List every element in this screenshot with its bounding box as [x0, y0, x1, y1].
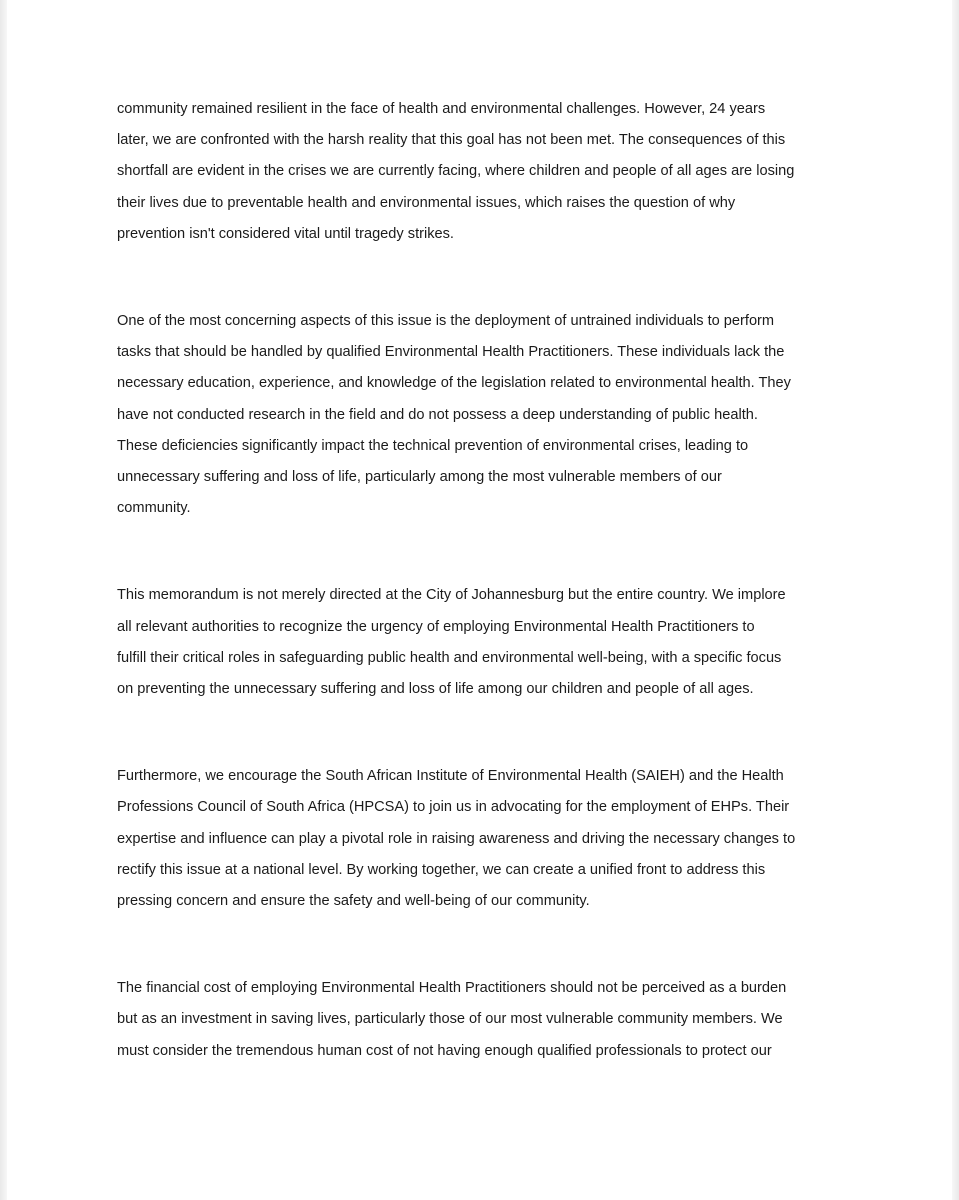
paragraph-line: necessary education, experience, and knowledge of the legislation related to environmental health. They	[117, 375, 791, 392]
paragraph-line: rectify this issue at a national level. By working together, we can create a unified front to address this	[117, 861, 766, 878]
paragraph-line: their lives due to preventable health and environmental issues, which raises the question of why	[117, 194, 736, 211]
paragraph-line: The financial cost of employing Environmental Health Practitioners should not be perceived as a burden	[117, 980, 787, 997]
paragraph-line: expertise and influence can play a pivotal role in raising awareness and driving the necessary changes to	[117, 830, 796, 847]
paragraph-line: later, we are confronted with the harsh reality that this goal has not been met. The consequences of this	[117, 132, 786, 149]
paragraph-line: community.	[117, 500, 191, 517]
paragraph-line: unnecessary suffering and loss of life, particularly among the most vulnerable members of our	[117, 469, 722, 486]
paragraph-line: all relevant authorities to recognize the urgency of employing Environmental Health Practitioners to	[117, 618, 755, 635]
paragraph-line: Professions Council of South Africa (HPCSA) to join us in advocating for the employment of EHPs. Their	[117, 799, 790, 816]
paragraph-line: must consider the tremendous human cost of not having enough qualified professionals to protect our	[117, 1042, 772, 1059]
paragraph-line: prevention isn't considered vital until tragedy strikes.	[117, 225, 454, 242]
paragraph-line: but as an investment in saving lives, particularly those of our most vulnerable community members. We	[117, 1011, 783, 1028]
document-body	[117, 94, 857, 1123]
paragraph-line: pressing concern and ensure the safety and well-being of our community.	[117, 893, 590, 910]
paragraph-2	[117, 306, 857, 524]
paragraph-line: fulfill their critical roles in safeguarding public health and environmental well-being, with a specific focus	[117, 649, 782, 666]
paragraph-1	[117, 94, 857, 250]
paragraph-line: on preventing the unnecessary suffering and loss of life among our children and people of all ages.	[117, 681, 754, 698]
paragraph-line: tasks that should be handled by qualified Environmental Health Practitioners. These individuals lack the	[117, 344, 785, 361]
paragraph-3	[117, 580, 857, 705]
paragraph-5	[117, 973, 857, 1067]
paragraph-line: community remained resilient in the face of health and environmental challenges. However, 24 years	[117, 101, 766, 117]
paragraph-line: shortfall are evident in the crises we are currently facing, where children and people of all ages are losing	[117, 163, 795, 180]
page-edge-left	[0, 0, 7, 1200]
page-edge-right	[952, 0, 959, 1200]
paragraph-line: have not conducted research in the field and do not possess a deep understanding of public health.	[117, 406, 758, 423]
document-page	[7, 0, 952, 1200]
paragraph-line: These deficiencies significantly impact the technical prevention of environmental crises, leading to	[117, 437, 749, 454]
paragraph-line: This memorandum is not merely directed at the City of Johannesburg but the entire country. We implore	[117, 587, 786, 604]
paragraph-line: Furthermore, we encourage the South African Institute of Environmental Health (SAIEH) and the Health	[117, 768, 784, 785]
paragraph-4	[117, 761, 857, 917]
paragraph-line: One of the most concerning aspects of this issue is the deployment of untrained individuals to perform	[117, 313, 775, 330]
